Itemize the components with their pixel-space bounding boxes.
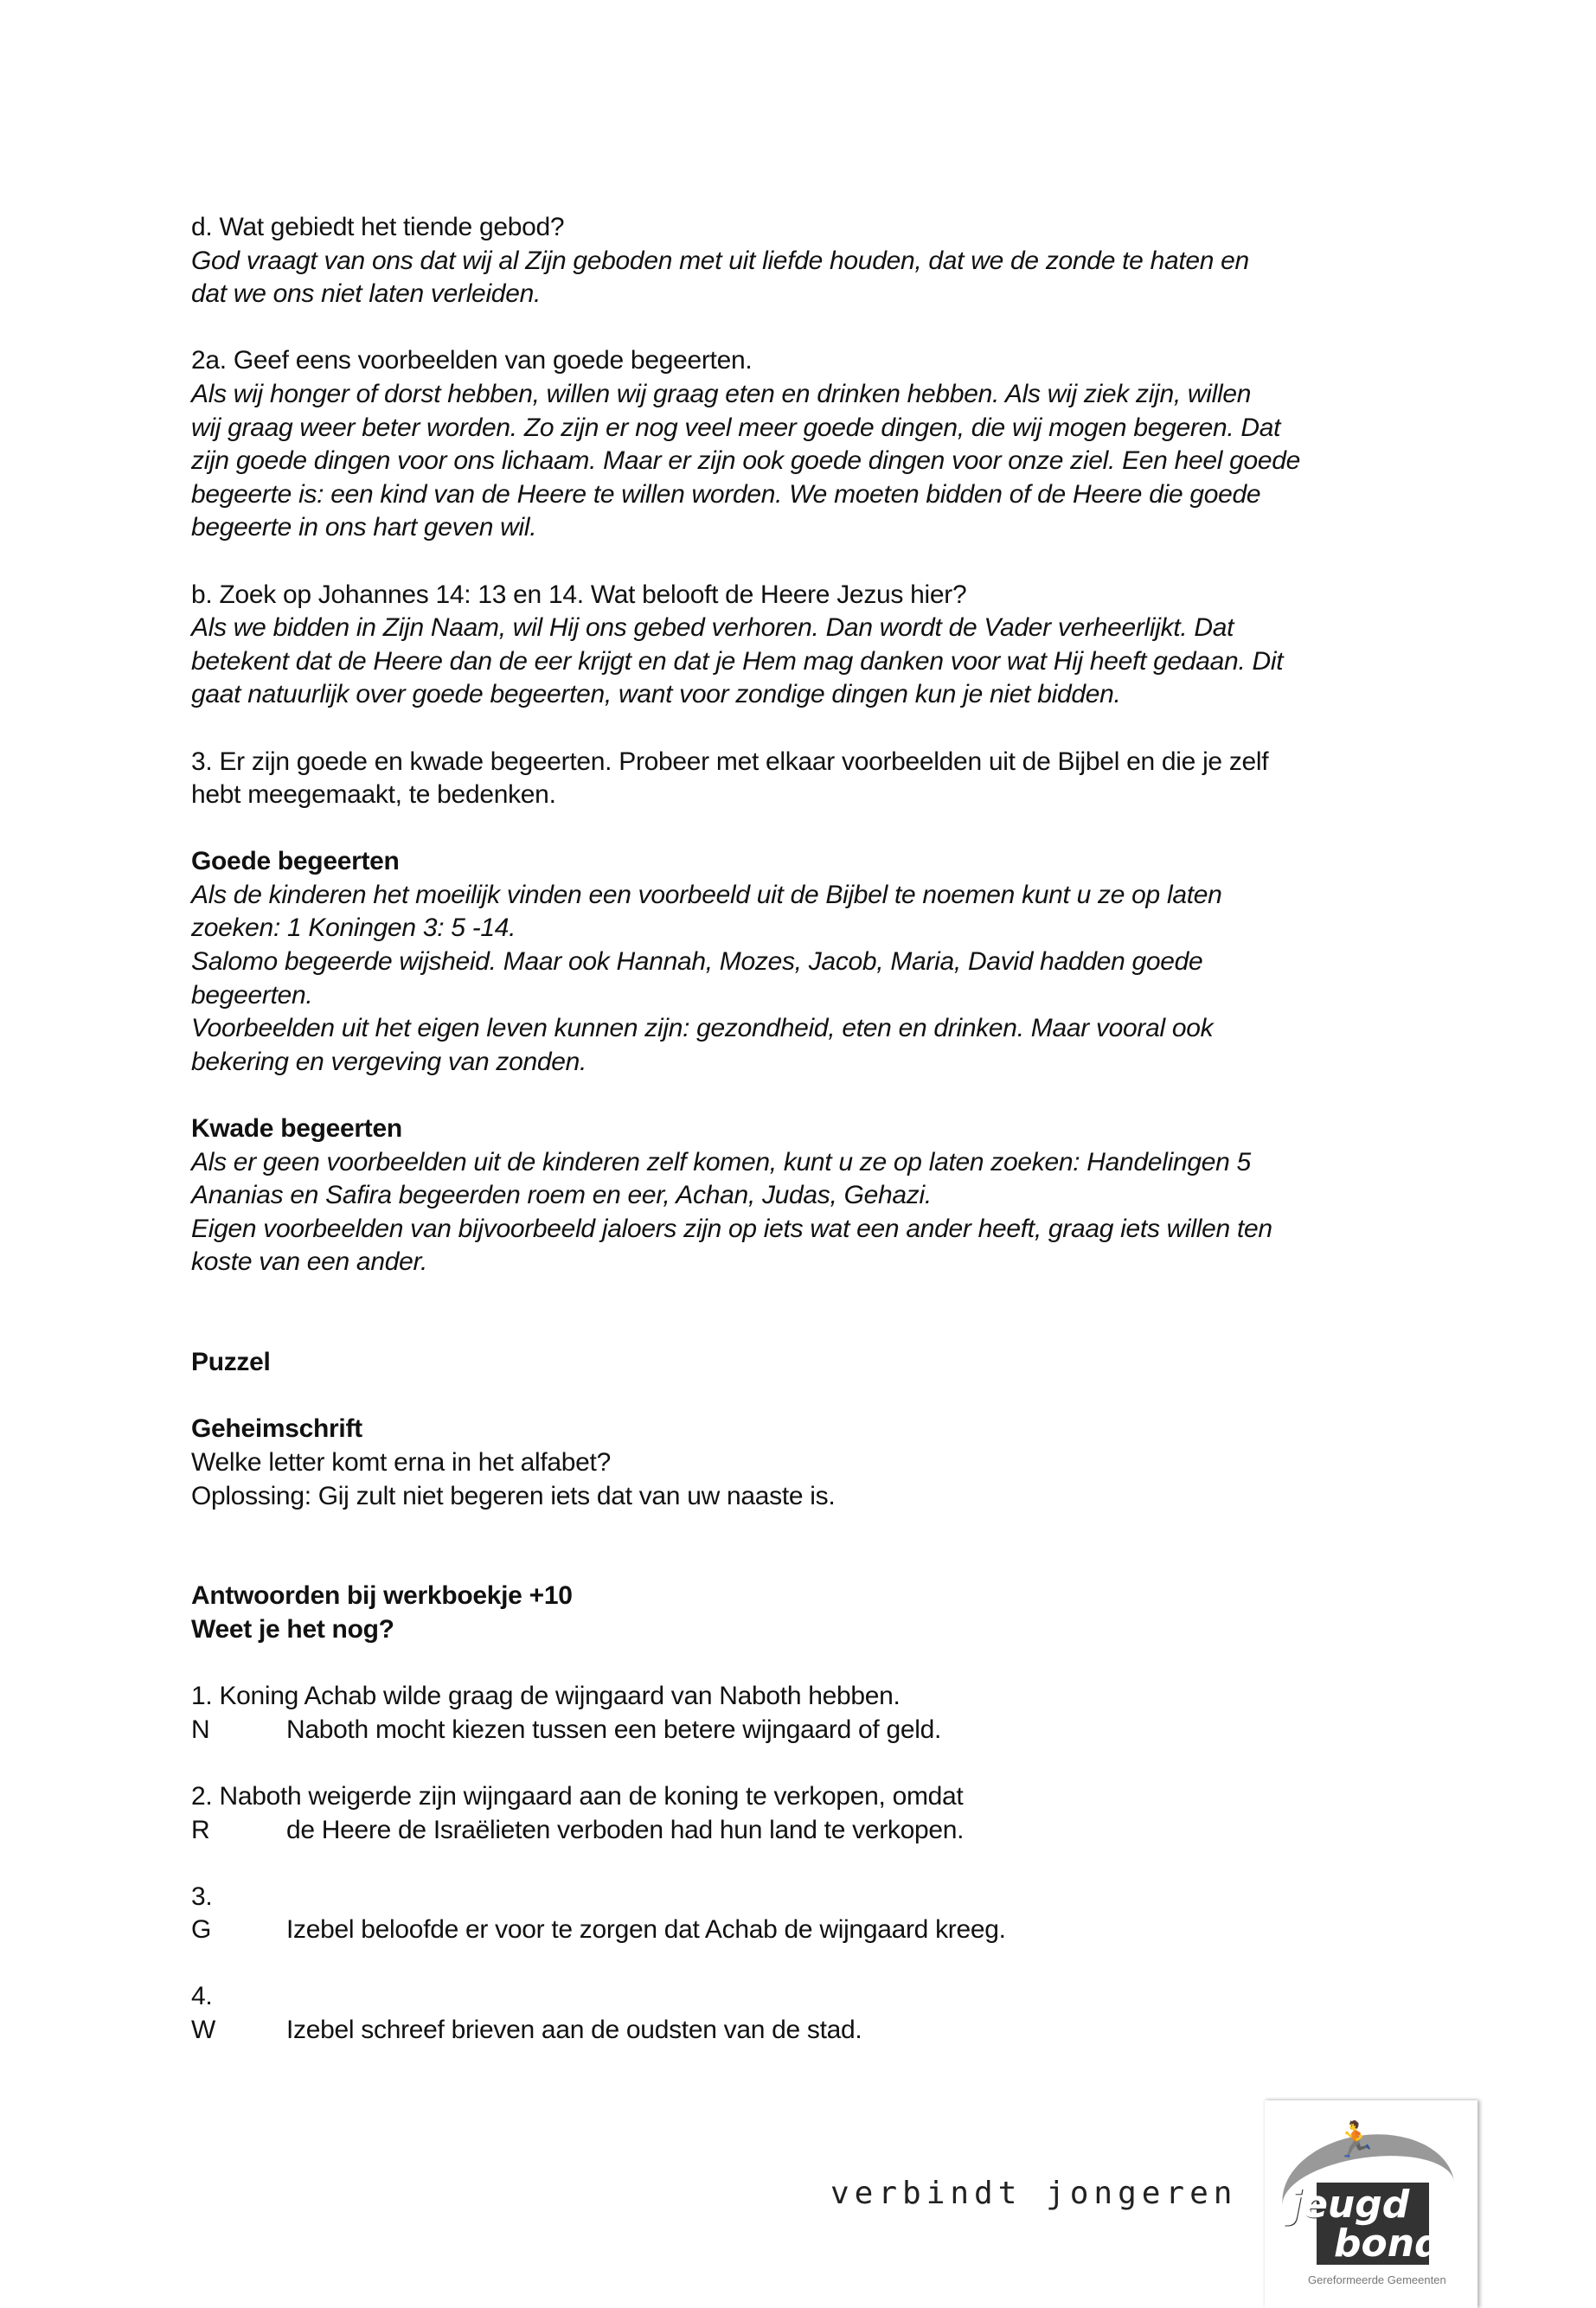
spacer [191,1079,1437,1112]
text-line [191,1046,1437,1080]
line-text: 1. Koning Achab wilde graag de wijngaard van Naboth hebben. [191,1682,901,1711]
text-line [191,1446,1437,1480]
line-text: 2a. Geef eens voorbeelden van goede begeerten. [191,346,753,375]
line-text: 2. Naboth weigerde zijn wijngaard aan de koning te verkopen, omdat [191,1781,964,1811]
line-text: Puzzel [191,1348,271,1377]
text-line [191,2014,1437,2048]
text-line [191,946,1437,979]
spacer [191,1513,1437,1580]
spacer [191,311,1437,345]
text-line [191,678,1437,712]
text-line [191,278,1437,311]
logo-subtitle: Gereformeerde Gemeenten [1308,2273,1446,2286]
text-line [191,879,1437,913]
line-text: Ananias en Safira begeerden roem en eer, Achan, Judas, Gehazi. [191,1181,932,1210]
line-text: d. Wat gebiedt het tiende gebod? [191,213,565,241]
line-text: 4. [191,1982,213,2011]
text-line [191,1881,1437,1914]
section-heading [191,1613,1437,1647]
section-heading [191,1580,1437,1613]
spacer [191,1647,1437,1681]
line-text: Naboth mocht kiezen tussen een betere wijngaard of geld. [286,1715,942,1744]
line-text: bekering en vergeving van zonden. [191,1047,587,1076]
line-text: 3. [191,1882,213,1911]
line-text: hebt meegemaakt, te bedenken. [191,780,556,810]
section-heading [191,1346,1437,1380]
text-line [191,1714,1437,1747]
line-text: Weet je het nog? [191,1614,394,1644]
line-text: Oplossing: Gij zult niet begeren iets dat van uw naaste is. [191,1481,836,1510]
text-line [191,445,1437,478]
line-text: Voorbeelden uit het eigen leven kunnen zijn: gezondheid, eten en drinken. Maar vooral ook [191,1014,1214,1043]
spacer [191,1380,1437,1414]
line-text: dat we ons niet laten verleiden. [191,279,541,309]
line-text: betekent dat de Heere dan de eer krijgt en dat je Hem mag danken voor wat Hij heeft gedaan. Dit [191,646,1284,676]
answer-letter: R [191,1815,210,1844]
line-text: gaat natuurlijk over goede begeerten, want voor zondige dingen kun je niet bidden. [191,680,1121,709]
text-line [191,746,1437,779]
text-line [191,1780,1437,1814]
logo-word-bond: bond [1334,2221,1442,2266]
text-line [191,1012,1437,1046]
text-line [191,511,1437,545]
logo-figure-icon: 🏃 [1334,2121,1377,2159]
text-line [191,579,1437,612]
text-line [191,412,1437,446]
line-text: Als wij honger of dorst hebben, willen wij graag eten en drinken hebben. Als wij ziek zijn, willen [191,379,1252,408]
document-body [191,211,1437,2048]
text-line [191,979,1437,1013]
text-line [191,1246,1437,1279]
line-text: Welke letter komt erna in het alfabet? [191,1447,611,1477]
line-text: 3. Er zijn goede en kwade begeerten. Probeer met elkaar voorbeelden uit de Bijbel en die je zelf [191,747,1269,776]
spacer [191,545,1437,579]
line-text: Als de kinderen het moeilijk vinden een voorbeeld uit de Bijbel te noemen kunt u ze op laten [191,880,1222,909]
spacer [191,1847,1437,1881]
answer-letter: N [191,1715,210,1744]
text-line [191,1480,1437,1514]
text-line [191,779,1437,812]
line-text: Goede begeerten [191,847,400,876]
text-line [191,1179,1437,1213]
line-text: wij graag weer beter worden. Zo zijn er nog veel meer goede dingen, die wij mogen begeren. Dat [191,413,1281,442]
line-text: Als we bidden in Zijn Naam, wil Hij ons gebed verhoren. Dan wordt de Vader verheerlijkt. Dat [191,613,1234,643]
text-line [191,912,1437,946]
section-heading [191,845,1437,879]
text-line [191,1814,1437,1848]
line-text: Izebel schreef brieven aan de oudsten van de stad. [286,2016,862,2045]
text-line [191,211,1437,245]
text-line [191,612,1437,645]
line-text: begeerten. [191,980,313,1010]
spacer [191,1279,1437,1346]
line-text: zijn goede dingen voor ons lichaam. Maar er zijn ook goede dingen voor onze ziel. Een heel goede [191,446,1301,476]
line-text: begeerte in ons hart geven wil. [191,513,537,542]
answer-letter: W [191,2016,216,2045]
line-text: zoeken: 1 Koningen 3: 5 -14. [191,914,516,943]
text-line [191,1980,1437,2014]
slogan: verbindt jongeren [830,2176,1238,2211]
text-line [191,1914,1437,1947]
line-text: b. Zoek op Johannes 14: 13 en 14. Wat belooft de Heere Jezus hier? [191,580,967,609]
line-text: Kwade begeerten [191,1114,402,1144]
text-line [191,1213,1437,1247]
line-text: Izebel beloofde er voor te zorgen dat Achab de wijngaard kreeg. [286,1915,1006,1945]
line-text: Als er geen voorbeelden uit de kinderen zelf komen, kunt u ze op laten zoeken: Handelingen 5 [191,1147,1251,1176]
line-text: Geheimschrift [191,1414,362,1444]
line-text: Antwoorden bij werkboekje +10 [191,1581,573,1611]
text-line [191,645,1437,679]
spacer [191,712,1437,746]
text-line [191,378,1437,412]
line-text: begeerte is: een kind van de Heere te willen worden. We moeten bidden of de Heere die goede [191,479,1261,509]
line-text: Eigen voorbeelden van bijvoorbeeld jaloers zijn op iets wat een ander heeft, graag iets willen ten [191,1214,1272,1243]
spacer [191,1947,1437,1981]
text-line [191,344,1437,378]
spacer [191,812,1437,846]
spacer [191,1747,1437,1780]
logo-word-jeugd: jeugd [1289,2183,1410,2227]
answer-letter: G [191,1915,212,1945]
section-heading [191,1112,1437,1146]
line-text: Salomo begeerde wijsheid. Maar ook Hannah, Mozes, Jacob, Maria, David hadden goede [191,947,1203,977]
line-text: koste van een ander. [191,1247,428,1277]
text-line [191,1680,1437,1714]
text-line [191,1146,1437,1180]
line-text: de Heere de Israëlieten verboden had hun land te verkopen. [286,1815,965,1844]
section-heading [191,1413,1437,1446]
jeugdbond-logo [1265,2100,1477,2308]
line-text: God vraagt van ons dat wij al Zijn geboden met uit liefde houden, dat we de zonde te haten en [191,246,1249,275]
text-line [191,478,1437,512]
text-line [191,245,1437,279]
